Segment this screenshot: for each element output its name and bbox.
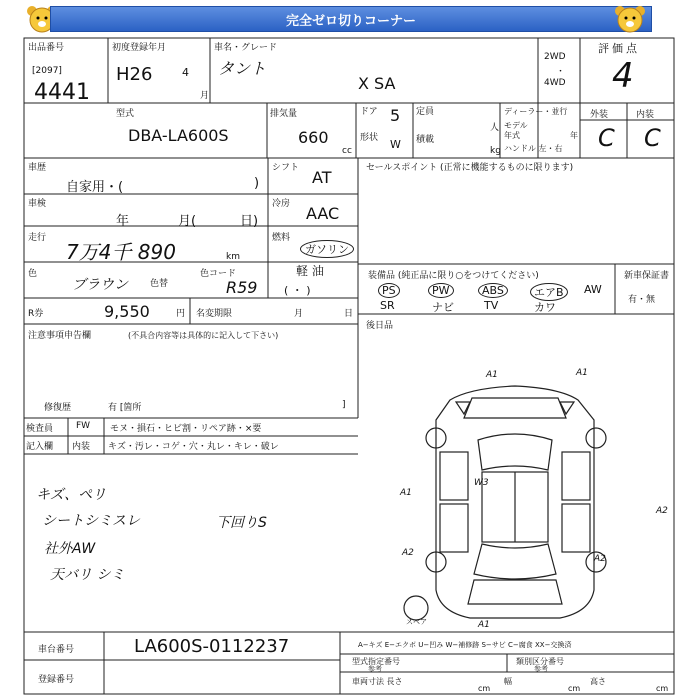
history-close: ) <box>254 176 260 191</box>
notes-sub: (不具合内容等は具体的に記入して下さい) <box>128 331 279 340</box>
price-value: 9,550 <box>104 302 150 321</box>
registration-label: 初度登録年月 <box>112 43 167 53</box>
checker-row1-items: モヌ・損石・ヒビ割・リペア跡・×要 <box>110 424 262 434</box>
shape-label: 形状 <box>360 133 379 143</box>
lot-sub: [2097] <box>32 66 62 76</box>
inspection-year: 年 <box>116 214 130 229</box>
designation-label: 型式指定番号 <box>352 657 400 666</box>
equip-navi: ナビ <box>432 301 454 314</box>
registration-month-unit: 月 <box>200 91 210 101</box>
repair-value: 有 [箇所 <box>108 403 142 413</box>
lot-number: 4441 <box>34 80 90 105</box>
displacement-label: 排気量 <box>270 109 298 119</box>
dimension-cm-3: cm <box>656 684 669 693</box>
class-label: 類別区分番号 <box>516 657 564 666</box>
drive-2wd: 2WD <box>544 52 566 62</box>
car-label: 車名・グレード <box>214 43 278 53</box>
checker-label-2: 記入欄 <box>26 442 54 452</box>
load-unit: kg <box>490 146 501 156</box>
name-change-label: 名変期限 <box>196 309 233 319</box>
dimension-cm-1: cm <box>478 684 491 693</box>
bear-mascot-icon <box>612 4 648 34</box>
inspection-month: 月( <box>178 214 197 229</box>
drive-dot: ・ <box>556 67 566 77</box>
history-label: 車歴 <box>28 163 47 173</box>
damage-mark-a1-front-left: A1 <box>486 370 498 380</box>
load-label: 積載 <box>416 135 435 145</box>
after-label: 後日品 <box>366 321 394 331</box>
chassis-label: 車台番号 <box>38 645 75 655</box>
shape-value: W <box>390 138 401 151</box>
capacity-unit: 人 <box>490 123 500 133</box>
rating-exterior: C <box>598 124 615 152</box>
model-label: 型式 <box>116 109 135 119</box>
color-code-label: 色コード <box>200 269 237 279</box>
price-label: R券 <box>28 309 44 319</box>
fuel-diesel: 軽 油 <box>296 264 324 278</box>
color-label: 色 <box>28 269 38 279</box>
checker-row1-label: FW <box>76 421 91 431</box>
displacement-unit: cc <box>342 146 352 156</box>
dealer-year-unit: 年 <box>570 131 578 140</box>
registration-year: H26 <box>116 64 153 85</box>
rating-interior-label: 内装 <box>636 110 655 120</box>
legend-text: A−キズ E−エクボ U−凹み W−補修跡 S−サビ C−腐食 XX−交換済 <box>358 641 572 649</box>
rating-exterior-label: 外装 <box>590 110 609 120</box>
dimension-cm-2: cm <box>568 684 581 693</box>
equip-airbag: エアB <box>530 283 568 301</box>
doors-label: ドア <box>360 107 378 117</box>
handwritten-line-1: キズ、ペリ <box>36 487 107 503</box>
handwritten-line-3: 社外AW <box>44 541 96 557</box>
registration-month: 4 <box>182 66 189 79</box>
car-grade: X SA <box>358 74 396 93</box>
ac-label: 冷房 <box>272 199 291 209</box>
damage-mark-a1-rear: A1 <box>478 620 490 630</box>
mileage-unit: km <box>226 252 240 262</box>
class-ref: 参考 <box>534 665 548 673</box>
rating-interior: C <box>644 124 661 152</box>
damage-mark-a1-left-side: A1 <box>400 488 412 498</box>
car-name: タント <box>218 59 267 78</box>
handwritten-note: 下回りS <box>216 515 267 531</box>
drive-4wd: 4WD <box>544 78 566 88</box>
name-change-month: 月 <box>294 309 304 319</box>
doors-value: 5 <box>390 106 401 125</box>
dealer-model: モデル <box>504 121 528 130</box>
equip-tv: TV <box>484 299 499 312</box>
displacement-value: 660 <box>298 128 329 147</box>
name-change-day: 日 <box>344 309 354 319</box>
damage-mark-a2-rear-right: A2 <box>594 554 606 564</box>
dealer-handle: ハンドル 左・右 <box>504 144 563 153</box>
dimension-height: 高さ <box>590 677 606 686</box>
damage-mark-a2-right-side: A2 <box>656 506 668 516</box>
color-code: R59 <box>226 278 258 297</box>
fuel-paren: ( ・ ) <box>284 284 311 297</box>
damage-mark-w3: W3 <box>474 478 489 488</box>
equip-sr: SR <box>380 299 395 312</box>
dealer-label: ディーラー・並行 <box>504 107 568 116</box>
dimension-width: 幅 <box>504 677 512 686</box>
checker-row2-items: キズ・汚レ・コゲ・穴・丸レ・キレ・破レ <box>108 442 279 452</box>
equipment-title: 装備品 (純正品に限り○をつけてください) <box>368 271 539 281</box>
color-value: ブラウン <box>72 277 128 293</box>
plate-label: 登録番号 <box>38 675 75 685</box>
mileage-value: 7万4千 890 <box>66 240 176 264</box>
repair-label: 修復歴 <box>44 403 72 413</box>
header-bar <box>50 6 652 32</box>
handwritten-line-2: シートシミスレ <box>42 513 140 529</box>
inspection-day: 日) <box>240 214 259 229</box>
warranty-label: 新車保証書 <box>624 271 670 281</box>
equip-pw: PW <box>428 283 454 298</box>
dealer-year-label: 年式 <box>504 131 520 140</box>
page-title: 完全ゼロ切りコーナー <box>285 14 416 29</box>
warranty-value: 有・無 <box>628 295 656 305</box>
capacity-label: 定員 <box>416 107 435 117</box>
equip-aw: AW <box>584 283 602 296</box>
lot-label: 出品番号 <box>28 43 65 53</box>
damage-mark-a2-left: A2 <box>402 548 414 558</box>
equip-abs: ABS <box>478 283 508 298</box>
rating-score: 4 <box>612 56 634 96</box>
mileage-label: 走行 <box>28 233 47 243</box>
fuel-gasoline: ガソリン <box>300 240 354 258</box>
history-value: 自家用・( <box>66 180 124 195</box>
notes-title: 注意事項申告欄 <box>28 331 92 341</box>
checker-label-1: 検査員 <box>26 424 54 434</box>
handwritten-line-4: 天バリ シミ <box>50 567 125 583</box>
ac-value: AAC <box>306 204 340 223</box>
repair-bracket: ] <box>342 400 346 410</box>
spare-tire-label: スペア <box>406 618 427 626</box>
dimension-length: 車両寸法 長さ <box>352 677 403 686</box>
rating-label: 評価点 <box>598 42 640 55</box>
damage-mark-a1-front-right: A1 <box>576 368 588 378</box>
shift-value: AT <box>312 168 332 187</box>
checker-row2-label: 内装 <box>72 442 91 452</box>
price-unit: 円 <box>176 309 186 319</box>
model-value: DBA-LA600S <box>128 126 229 145</box>
color-change-label: 色替 <box>150 279 169 289</box>
fuel-label: 燃料 <box>272 233 291 243</box>
sales-title: セールスポイント (正常に機能するものに限ります) <box>366 163 574 173</box>
equip-leather: カワ <box>534 301 556 314</box>
header <box>0 0 700 36</box>
chassis-value: LA600S-0112237 <box>134 636 290 657</box>
shift-label: シフト <box>272 163 300 173</box>
inspection-label: 車検 <box>28 199 47 209</box>
designation-ref: 参考 <box>368 665 382 673</box>
equip-ps: PS <box>378 283 400 298</box>
